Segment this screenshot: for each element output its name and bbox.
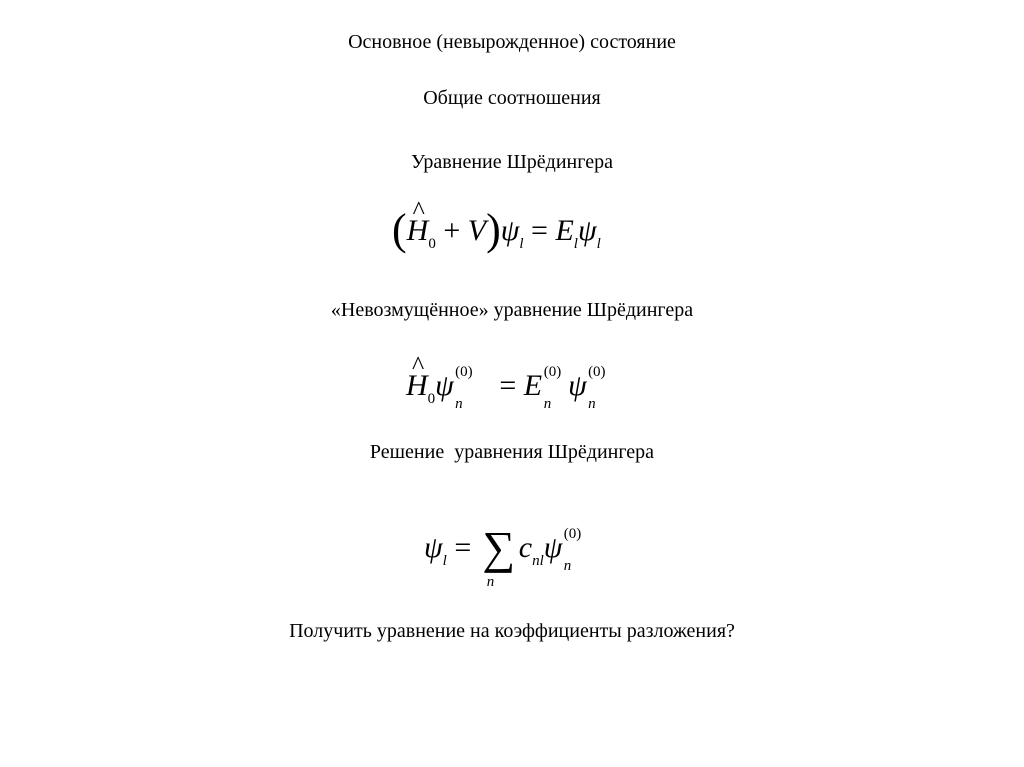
wavefunction-rhs-subscript: l	[596, 236, 601, 252]
hamiltonian-subscript: 0	[427, 391, 436, 407]
psi-superscript: (0)	[455, 364, 473, 380]
hamiltonian-subscript: 0	[428, 236, 436, 252]
psi-rhs-superscript: (0)	[588, 364, 606, 380]
heading-general: Общие соотношения	[423, 87, 601, 109]
plus-sign: +	[435, 214, 461, 247]
left-paren: (	[392, 205, 407, 254]
hamiltonian-operator: ^ H	[406, 366, 428, 406]
energy-subscript: l	[573, 236, 578, 252]
psi-rhs-symbol: ψ	[568, 369, 587, 402]
wavefunction-rhs: ψ	[577, 214, 597, 247]
label-unperturbed-equation: «Невозмущённое» уравнение Шрёдингера	[330, 299, 694, 321]
basis-psi-subscript: n	[563, 558, 572, 574]
label-schrodinger-equation: Уравнение Шрёдингера	[411, 151, 613, 173]
sum-icon: ∑	[482, 522, 516, 573]
heading-main: Основное (невырожденное) состояние	[348, 31, 676, 53]
wavefunction-unperturbed-rhs	[568, 364, 606, 412]
coefficient: c	[518, 531, 533, 564]
potential-term: V	[467, 214, 487, 247]
psi-rhs-subscript: n	[588, 396, 596, 412]
wavefunction: ψ	[500, 214, 520, 247]
wavefunction-subscript: l	[442, 553, 447, 569]
energy: E	[555, 214, 574, 247]
energy-subscript: n	[543, 396, 552, 412]
expansion-equation	[424, 522, 582, 590]
energy-superscript: (0)	[543, 364, 562, 380]
wavefunction: ψ	[424, 531, 443, 564]
psi-subscript: n	[455, 396, 463, 412]
energy-symbol: E	[523, 369, 543, 402]
summation	[479, 522, 519, 590]
equals-sign: =	[523, 214, 556, 247]
equals-sign: =	[491, 369, 524, 402]
unperturbed-equation	[406, 364, 606, 412]
basis-wavefunction	[543, 526, 582, 574]
energy-unperturbed	[523, 364, 562, 412]
equals-sign: =	[446, 531, 479, 564]
schrodinger-equation	[392, 206, 601, 256]
psi-symbol: ψ	[435, 369, 454, 402]
right-paren: )	[486, 205, 501, 254]
wavefunction-unperturbed	[435, 364, 473, 412]
basis-psi-symbol: ψ	[543, 531, 563, 564]
basis-psi-superscript: (0)	[563, 526, 582, 542]
wavefunction-subscript: l	[519, 236, 524, 252]
label-solution: Решение уравнения Шрёдингера	[369, 441, 655, 463]
question: Получить уравнение на коэффициенты разложения?	[289, 620, 735, 642]
sum-index: n	[486, 574, 495, 590]
hamiltonian-operator: ^ H	[407, 211, 429, 251]
coefficient-subscript: nl	[532, 553, 544, 569]
